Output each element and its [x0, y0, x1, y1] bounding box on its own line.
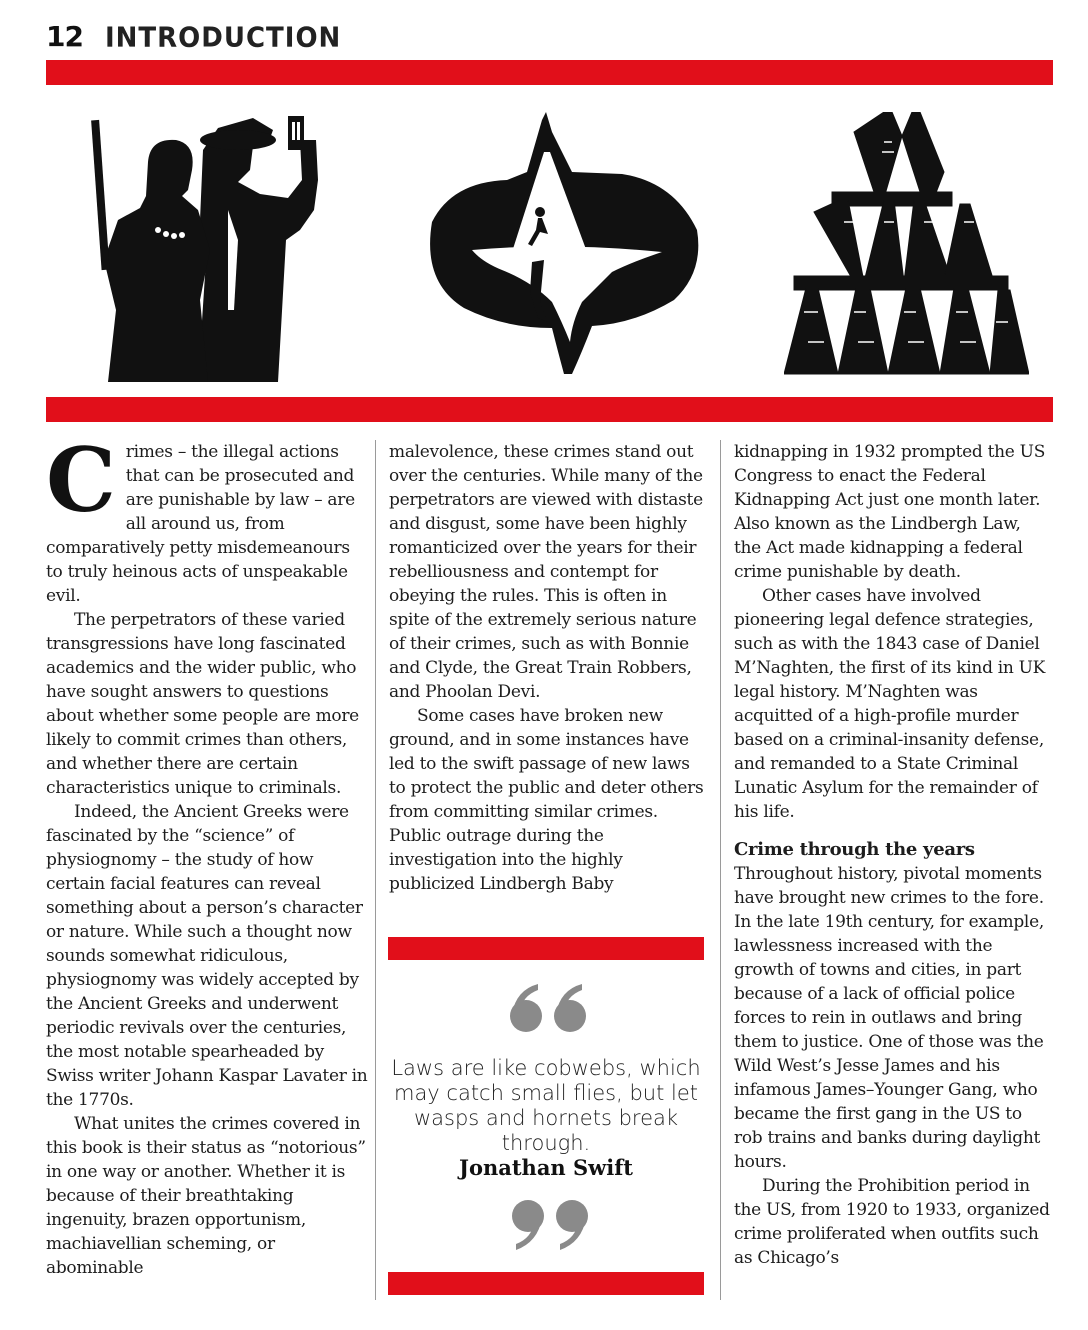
paragraph: kidnapping in 1932 prompted the US Congress to enact the Federal Kidnapping Act just one month later. Also known as the Lindbergh Law, the Act made kidnapping a federal crime punishable by death.: [734, 442, 1046, 582]
bottom-red-bar: [46, 397, 1053, 422]
paragraph: Other cases have involved pioneering legal defence strategies, such as with the 1843 case of Daniel M’Naghten, the first of its kind in UK legal history. M’Naghten was acquitted of a high-profile murder based on a criminal-insanity defense, and remanded to a State Criminal Lunatic Asylum for the remainder of his life.: [734, 586, 1046, 822]
column-divider: [375, 440, 376, 1300]
gangster-couple-illustration: [88, 110, 358, 382]
paragraph: During the Prohibition period in the US, from 1920 to 1933, organized crime proliferated when outfits such as Chicago’s: [734, 1176, 1050, 1268]
column-3: [734, 440, 1052, 1270]
spotlight-figure-illustration: [412, 112, 712, 382]
pull-quote-text: Laws are like cobwebs, which may catch small flies, but let wasps and hornets break through.: [391, 1056, 701, 1155]
pull-quote-author: Jonathan Swift: [459, 1155, 633, 1180]
page-header: [46, 20, 341, 56]
section-title: INTRODUCTION: [104, 22, 342, 54]
subheading: Crime through the years: [734, 839, 975, 860]
paragraph: What unites the crimes covered in this book is their status as “notorious” in one way or another. Whether it is because of their breathtaking ingenuity, brazen opportunism, machiavellian scheming, or abominable: [46, 1114, 366, 1278]
intro-paragraph: Crimes – the illegal actions that can be prosecuted and are punishable by law – are all around us, from comparatively petty misdemeanours to truly heinous acts of unspeakable evil.: [46, 428, 355, 606]
close-quote-icon: [508, 1200, 590, 1250]
quote-bottom-bar: [388, 1272, 704, 1295]
column-1: [46, 428, 370, 1280]
top-red-bar: [46, 60, 1053, 85]
paragraph: malevolence, these crimes stand out over the centuries. While many of the perpetrators are viewed with distaste and disgust, some have been highly romanticized over the years for their rebelliousness and contempt for obeying the rules. This is often in spite of the extremely serious nature of their crimes, such as with Bonnie and Clyde, the Great Train Robbers, and Phoolan Devi.: [389, 442, 703, 702]
column-divider: [720, 440, 721, 1300]
paragraph: The perpetrators of these varied transgressions have long fascinated academics and the wider public, who have sought answers to questions about whether some people are more likely to commit crimes than others, and whether there are certain characteristics unique to criminals.: [46, 610, 359, 798]
column-2: [389, 440, 709, 896]
quote-top-bar: [388, 937, 704, 960]
drop-cap: C: [46, 428, 116, 532]
open-quote-icon: [508, 984, 590, 1032]
paragraph: Some cases have broken new ground, and in some instances have led to the swift passage of new laws to protect the public and deter others from committing similar crimes. Public outrage during the investigation into the highly publicized Lindbergh Baby: [389, 706, 704, 894]
paragraph: Indeed, the Ancient Greeks were fascinated by the “science” of physiognomy – the study of how certain facial features can reveal something about a person’s character or nature. While such a thought now sounds somewhat ridiculous, physiognomy was widely accepted by the Ancient Greeks and underwent periodic revivals over the centuries, the most notable spearheaded by Swiss writer Johann Kaspar Lavater in the 1770s.: [46, 802, 368, 1110]
page-number: 12: [46, 20, 83, 53]
house-of-cards-illustration: [784, 112, 1029, 380]
paragraph: Throughout history, pivotal moments have brought new crimes to the fore. In the late 19th century, for example, lawlessness increased with the growth of towns and cities, in part because of a lack of official police forces to rein in outlaws and bring them to justice. One of those was the Wild West’s Jesse James and his infamous James–Younger Gang, who became the first gang in the US to rob trains and banks during daylight hours.: [734, 864, 1044, 1172]
